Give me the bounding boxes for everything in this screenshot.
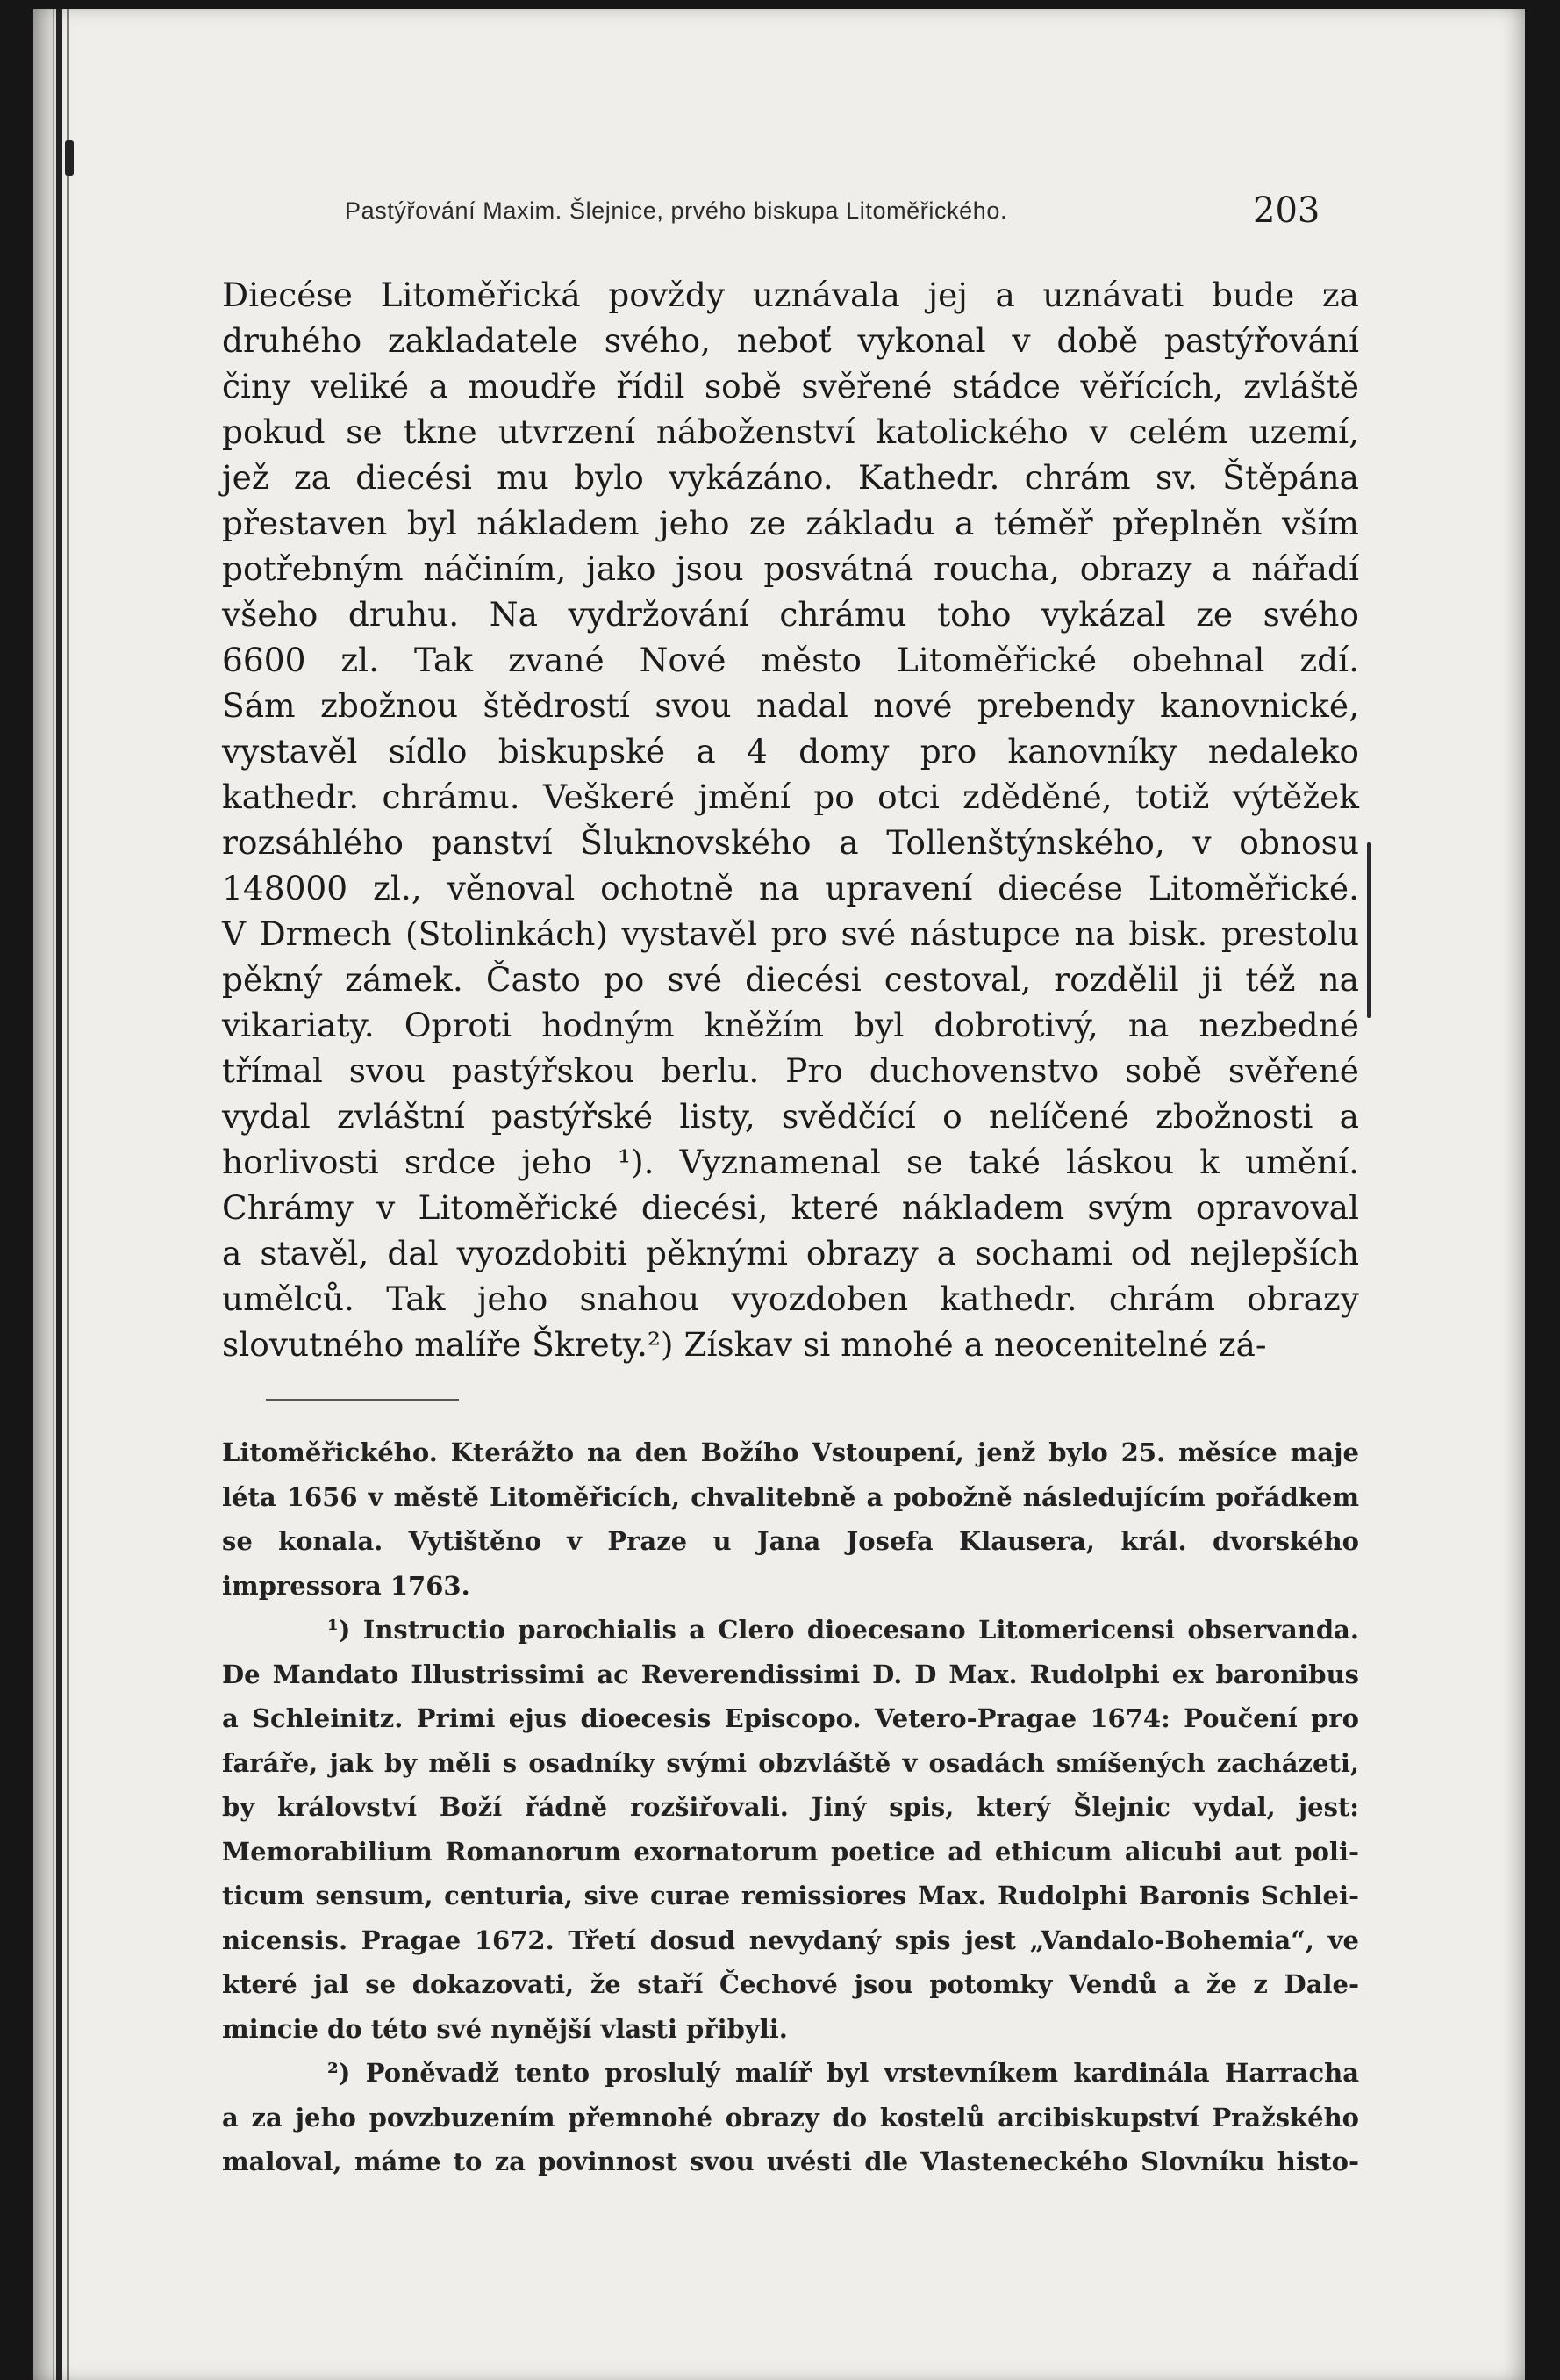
text-line: třímal svou pastýřskou berlu. Pro duchovenstvo sobě svěřené (222, 1051, 1359, 1090)
footnote-line: faráře, jak by měli s osadníky svými obzvláště v osadách smíšených zacházeti, (222, 1747, 1359, 1778)
text-line: Sám zbožnou štědrostí svou nadal nové prebendy kanovnické, (222, 686, 1359, 725)
footnote-line: by království Boží řádně rozšiřovali. Jiný spis, který Šlejnic vydal, jest: (222, 1792, 1359, 1822)
text-line: vikariaty. Oproti hodným kněžím byl dobrotivý, na nezbedné (222, 1006, 1359, 1044)
book-page (33, 9, 1525, 2380)
running-header: Pastýřování Maxim. Šlejnice, prvého biskupa Litoměřického. (345, 197, 1008, 224)
text-line: Chrámy v Litoměřické diecési, které nákladem svým opravoval (222, 1188, 1359, 1227)
text-line: činy veliké a moudře řídil sobě svěřené stádce věřících, zvláště (222, 367, 1359, 405)
gutter-mark (65, 140, 74, 176)
footnote-line: léta 1656 v městě Litoměřicích, chvalitebně a pobožně následujícím pořádkem (222, 1481, 1359, 1512)
footnote-line: se konala. Vytištěno v Praze u Jana Josefa Klausera, král. dvorského (222, 1526, 1359, 1556)
text-line: V Drmech (Stolinkách) vystavěl pro své nástupce na bisk. prestolu (222, 914, 1359, 953)
footnote-line: a Schleinitz. Primi ejus dioecesis Episcopo. Vetero-Pragae 1674: Poučení pro (222, 1703, 1359, 1733)
text-line: umělců. Tak jeho snahou vyozdoben kathedr. chrám obrazy (222, 1280, 1359, 1318)
text-line: pěkný zámek. Často po své diecési cestoval, rozdělil ji též na (222, 960, 1359, 999)
footnote-line: De Mandato Illustrissimi ac Reverendissimi D. D Max. Rudolphi ex baronibus (222, 1659, 1359, 1689)
footnote-line: mincie do této své nynější vlasti přibyli. (222, 2013, 788, 2044)
footnote-separator (266, 1399, 459, 1401)
main-text (222, 272, 1359, 1367)
footnote-line: nicensis. Pragae 1672. Třetí dosud nevydaný spis jest „Vandalo-Bohemia“, ve (222, 1925, 1359, 1955)
text-line: horlivosti srdce jeho ¹). Vyznamenal se také láskou k umění. (222, 1143, 1359, 1181)
page-number: 203 (1253, 190, 1320, 231)
text-line: slovutného malíře Škrety.²) Získav si mnohé a neocenitelné zá- (222, 1325, 1267, 1364)
text-line: vydal zvláštní pastýřské listy, svědčící o nelíčené zbožnosti a (222, 1097, 1359, 1136)
gutter-line-secondary (67, 9, 69, 2380)
text-line: potřebným náčiním, jako jsou posvátná roucha, obrazy a nářadí (222, 549, 1359, 588)
footnote-line: ticum sensum, centuria, sive curae remissiores Max. Rudolphi Baronis Schlei- (222, 1881, 1359, 1910)
gutter-shadow-line (53, 9, 54, 2380)
text-line: rozsáhlého panství Šluknovského a Tollenštýnského, v obnosu (222, 823, 1359, 862)
footnotes (222, 1430, 1359, 2184)
text-line: druhého zakladatele svého, neboť vykonal v době pastýřování (222, 321, 1359, 360)
text-line: vystavěl sídlo biskupské a 4 domy pro kanovníky nedaleko (222, 732, 1359, 771)
footnote-line: které jal se dokazovati, že staří Čechové jsou potomky Vendů a že z Dale- (222, 1969, 1359, 1999)
footnote-line: a za jeho povzbuzením přemnohé obrazy do kostelů arcibiskupství Pražského (222, 2102, 1359, 2133)
margin-mark (1367, 842, 1371, 1018)
footnote-line: Litoměřického. Kterážto na den Božího Vstoupení, jenž bylo 25. měsíce maje (222, 1437, 1359, 1467)
footnote-line: ²) Poněvadž tento proslulý malíř byl vrstevníkem kardinála Harracha (327, 2058, 1359, 2088)
text-line: Diecése Litoměřická povždy uznávala jej a uznávati bude za (222, 276, 1359, 314)
text-line: 6600 zl. Tak zvané Nové město Litoměřické obehnal zdí. (222, 641, 1359, 679)
text-line: přestaven byl nákladem jeho ze základu a téměř přeplněn vším (222, 504, 1359, 542)
text-line: všeho druhu. Na vydržování chrámu toho vykázal ze svého (222, 595, 1359, 634)
footnote-line: ¹) Instructio parochialis a Clero dioecesano Litomericensi observanda. (327, 1615, 1359, 1645)
text-line: 148000 zl., věnoval ochotně na upravení diecése Litoměřické. (222, 869, 1359, 907)
text-line: a stavěl, dal vyozdobiti pěknými obrazy a sochami od nejlepších (222, 1234, 1359, 1272)
footnote-line: maloval, máme to za povinnost svou uvésti dle Vlasteneckého Slovníku histo- (222, 2147, 1359, 2176)
gutter-line (56, 9, 62, 2380)
footnote-line: impressora 1763. (222, 1570, 470, 1601)
text-line: pokud se tkne utvrzení náboženství katolického v celém uzemí, (222, 412, 1359, 451)
text-line: kathedr. chrámu. Veškeré jmění po otci zděděné, totiž výtěžek (222, 778, 1359, 816)
footnote-line: Memorabilium Romanorum exornatorum poetice ad ethicum alicubi aut poli- (222, 1836, 1359, 1867)
text-line: jež za diecési mu bylo vykázáno. Kathedr. chrám sv. Štěpána (222, 458, 1359, 497)
